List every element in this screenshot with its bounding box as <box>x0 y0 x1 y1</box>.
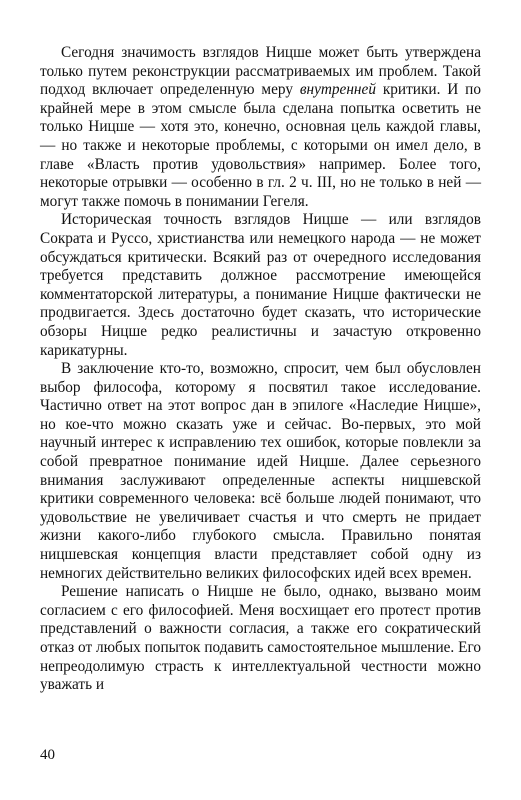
paragraph-1-text-start: Сегодня значимость взглядов Ницше может быть утверждена только путем реконструкции рассматриваемых им проблем. Такой подход включает определенную меру <box>40 44 481 99</box>
paragraph-3: В заключение кто-то, возможно, спросит, чем был обусловлен выбор философа, которому я посвятил такое исследование. Частично ответ на этот вопрос дан в эпилоге «Наследие Ницше», но кое-что можно сказать уже и сейчас. Во-первых, это мой научный интерес к исправлению тех ошибок, которые повлекли за собой превратное понимание идей Ницше. Далее серьезного внимания заслуживают определенные аспекты ницшевской критики современного человека: всё больше людей понимают, что удовольствие не увеличивает счастья и что смерть не придает жизни какого-либо глубокого смысла. Правильно понятая ницшевская концепция власти представляет собой одну из немногих действительно великих философских идей всех времен. <box>40 360 481 582</box>
paragraph-1 <box>40 44 481 211</box>
page-number: 40 <box>40 747 55 763</box>
paragraph-1-text-end: критики. И по крайней мере в этом смысле была сделана попытка осветить не только Ницше — хотя это, конечно, основная цель каждой главы, — но также и некоторые проблемы, с которыми он имел дело, в главе «Власть против удовольствия» например. Более того, некоторые отрывки — особенно в гл. 2 ч. III, но не только в ней — могут также помочь в понимании Гегеля. <box>40 81 482 210</box>
page-body <box>40 44 481 695</box>
paragraph-4: Решение написать о Ницше не было, однако, вызвано моим согласием с его философией. Меня восхищает его протест против представлений о важности согласия, а также его сократический отказ от любых попыток подавить самостоятельное мышление. Его непреодолимую страсть к интеллектуальной честности можно уважать и <box>40 583 481 694</box>
paragraph-2: Историческая точность взглядов Ницше — или взглядов Сократа и Руссо, христианства или немецкого народа — не может обсуждаться критически. Всякий раз от очередного исследования требуется представить должное рассмотрение имеющейся комментаторской литературы, а понимание Ницше фактически не продвигается. Здесь достаточно будет сказать, что исторические обзоры Ницше редко реалистичны и зачастую откровенно карикатурны. <box>40 211 481 359</box>
emphasized-word: внутренней <box>299 81 376 99</box>
